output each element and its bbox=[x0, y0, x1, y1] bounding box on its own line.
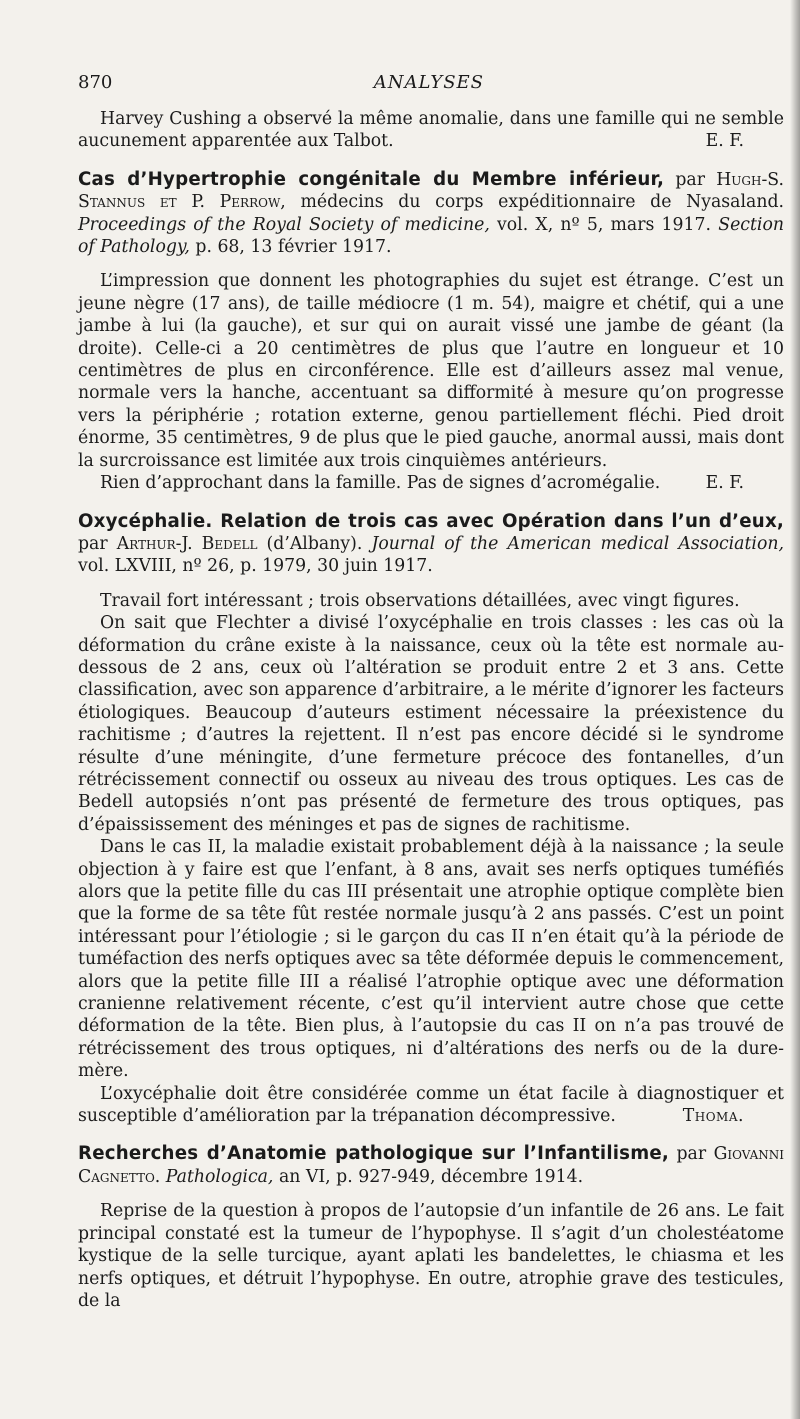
entry-2-heading bbox=[78, 511, 784, 578]
page bbox=[78, 72, 784, 1312]
page-number: 870 bbox=[78, 72, 113, 93]
entry-3-paragraph-1: Reprise de la question à propos de l’autopsie d’un infantile de 26 ans. Le fait principal constaté est la tumeur de l’hypophyse. Il s’agit d’un cholestéatome kystique de la selle turcique, ayant aplati les bandelettes, le chiasma et les nerfs optiques, et détruit l’hypophyse. En outre, atrophie grave des testicules, de la bbox=[78, 1201, 784, 1311]
entry-3-journal: Pathologica, bbox=[165, 1166, 274, 1187]
entry-1-authors-desc: médecins du corps expéditionnaire de Nyasaland. bbox=[300, 192, 784, 213]
entry-2-authors-desc: (d’Albany). bbox=[266, 533, 363, 554]
entry-2-details: vol. LXVIII, nº 26, p. 1979, 30 juin 1917. bbox=[78, 556, 433, 577]
page-header bbox=[78, 72, 784, 108]
entry-1-paragraph-2 bbox=[78, 472, 784, 494]
entry-1-paragraph-1: L’impression que donnent les photographies du sujet est étrange. C’est un jeune nègre (17 ans), de taille médiocre (1 m. 54), maigre et chétif, qui a une jambe à lui (la gauche), et sur qui on aurait vissé une jambe de géant (la droite). Celle-ci a 20 centimètres de plus que l’autre en longueur et 10 centimètres de plus en circonférence. Elle est d’ailleurs assez mal venue, normale vers la hanche, accentuant sa difformité à mesure qu’on progresse vers la périphérie ; rotation externe, genou partiellement fléchi. Pied droit énorme, 35 centimètres, 9 de plus que le pied gauche, anormal aussi, mais dont la surcroissance est limitée aux trois cinquièmes antérieurs. bbox=[78, 271, 784, 471]
entry-2-paragraph-4-text: L’oxycéphalie doit être considérée comme un état facile à diagnostiquer et susceptible d’amélioration par la trépanation décompressive. bbox=[78, 1083, 784, 1127]
entry-3-authors: Giovanni Cagnetto. bbox=[78, 1144, 784, 1187]
entry-1-signature: E. F. bbox=[705, 473, 744, 494]
intro-text: Harvey Cushing a observé la même anomalie, dans une famille qui ne semble aucunement apparentée aux Talbot. bbox=[78, 109, 784, 152]
entry-2-paragraph-4 bbox=[78, 1083, 784, 1128]
entry-3-heading bbox=[78, 1143, 784, 1188]
page-edge-shadow bbox=[790, 0, 800, 1419]
entry-1-heading bbox=[78, 169, 784, 259]
entry-2-signature: Thoma. bbox=[682, 1106, 744, 1127]
entry-2-paragraph-3: Dans le cas II, la maladie existait probablement déjà à la naissance ; la seule objection à y faire est que l’enfant, à 8 ans, avait ses nerfs optiques tuméfiés alors que la petite fille du cas III présentait une atrophie optique complète bien que la forme de sa tête fût restée normale jusqu’à 2 ans passés. C’est un point intéressant pour l’étiologie ; si le garçon du cas II n’en était qu’à la période de tuméfaction des nerfs optiques avec sa tête déformée depuis le commencement, alors que la petite fille III a réalisé l’atrophie optique avec une déformation cranienne relativement récente, c’est qu’il intervient autre chose que cette déformation de la tête. Bien plus, à l’autopsie du cas II on n’a pas trouvé de rétrécissement des trous optiques, ni d’altérations des nerfs ou de la dure-mère. bbox=[78, 837, 784, 1082]
entry-2-title: Oxycéphalie. Relation de trois cas avec Opération dans l’un d’eux, bbox=[78, 510, 784, 532]
entry-3-details: an VI, p. 927-949, décembre 1914. bbox=[278, 1166, 584, 1187]
entry-1-journal: Proceedings of the Royal Society of medicine, bbox=[78, 214, 490, 235]
intro-paragraph bbox=[78, 108, 784, 153]
entry-2-authors: Arthur-J. Bedell bbox=[116, 533, 258, 554]
entry-2-paragraph-2: On sait que Flechter a divisé l’oxycéphalie en trois classes : les cas où la déformation du crâne existe à la naissance, ceux où la tête est normale au-dessous de 2 ans, ceux où l’altération se produit entre 2 et 3 ans. Cette classification, avec son apparence d’arbitraire, a le mérite d’ignorer les facteurs étiologiques. Beaucoup d’auteurs estiment nécessaire la préexistence du rachitisme ; d’autres la rejettent. Il n’est pas encore décidé si le syndrome résulte d’une méningite, d’une fermeture précoce des fontanelles, d’un rétrécissement connectif ou osseux au niveau des trous optiques. Les cas de Bedell autopsiés n’ont pas présenté de fermeture des trous optiques, pas d’épaississement des méninges et pas de signes de rachitisme. bbox=[78, 613, 784, 835]
entry-1-authors: Hugh-S. Stannus et P. Perrow, bbox=[78, 169, 784, 213]
entry-1-pages: p. 68, 13 février 1917. bbox=[195, 237, 392, 258]
entry-1-details: vol. X, nº 5, mars 1917. bbox=[497, 214, 712, 235]
entry-1-title: Cas d’Hypertrophie congénitale du Membre inférieur, bbox=[78, 168, 665, 190]
running-title: ANALYSES bbox=[373, 72, 484, 93]
entry-3-by: par bbox=[676, 1144, 707, 1165]
entry-1-by: par bbox=[675, 169, 705, 190]
entry-1-section: Section of Pathology, bbox=[78, 214, 784, 258]
entry-2-paragraph-1: Travail fort intéressant ; trois observations détaillées, avec vingt figures. bbox=[100, 590, 740, 611]
entry-2-by: par bbox=[78, 533, 108, 554]
entry-3-title: Recherches d’Anatomie pathologique sur l’Infantilisme, bbox=[78, 1143, 670, 1165]
intro-signature: E. F. bbox=[705, 131, 744, 152]
entry-2-journal: Journal of the American medical Association, bbox=[371, 533, 784, 554]
entry-1-paragraph-2-text: Rien d’approchant dans la famille. Pas de signes d’acromégalie. bbox=[100, 473, 661, 494]
